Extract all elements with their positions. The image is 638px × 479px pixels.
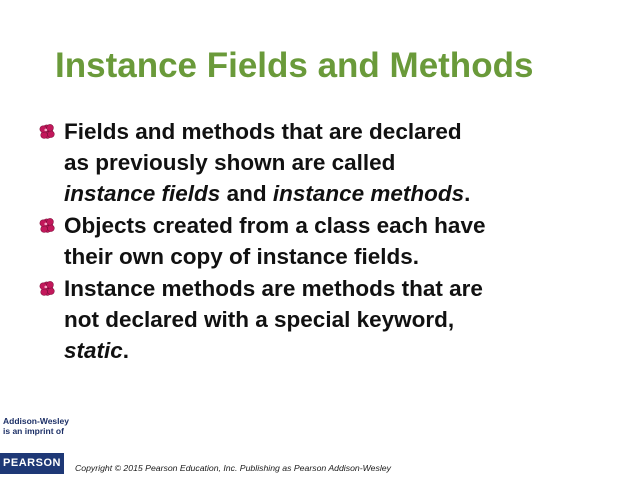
publisher-logo (0, 415, 69, 479)
emphasized-term: instance methods (272, 181, 465, 206)
emphasized-term: instance fields (64, 181, 221, 206)
bullet-line: Fields and methods that are declared (64, 119, 462, 144)
copyright-notice: Copyright © 2015 Pearson Education, Inc. Publishing as Pearson Addison-Wesley (75, 463, 391, 473)
bullet-line: Instance methods are methods that are (64, 276, 483, 301)
pearson-logo-text: PEARSON (3, 457, 61, 469)
bullet-item (38, 116, 628, 209)
raspberry-bullet-icon (39, 281, 56, 298)
addison-wesley-label: Addison-Wesley (3, 416, 69, 426)
bullet-line: their own copy of instance fields. (64, 244, 420, 269)
bullet-line: static. (64, 338, 130, 363)
emphasized-term: static (64, 338, 123, 363)
bullet-line: instance fields and instance methods. (64, 181, 471, 206)
raspberry-bullet-icon (39, 124, 56, 141)
pearson-logo (0, 453, 64, 474)
bullet-line: Objects created from a class each have (64, 213, 486, 238)
bullet-line: not declared with a special keyword, (64, 307, 455, 332)
imprint-label: is an imprint of (3, 426, 64, 436)
bullet-item (38, 210, 628, 272)
bullet-item (38, 273, 628, 366)
bullet-list (38, 116, 628, 366)
raspberry-bullet-icon (39, 218, 56, 235)
slide-title: Instance Fields and Methods (55, 46, 534, 85)
bullet-line: as previously shown are called (64, 150, 396, 175)
